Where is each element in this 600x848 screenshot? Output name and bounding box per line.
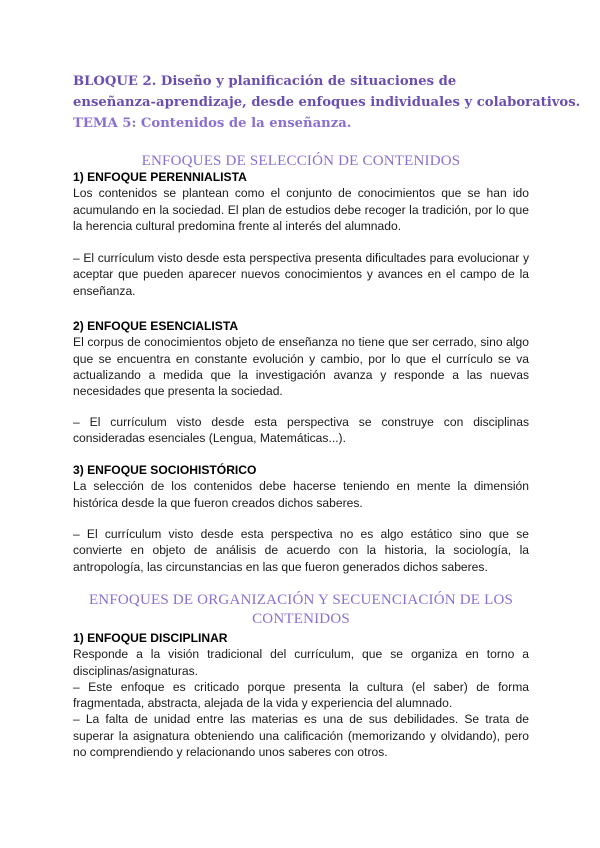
enfoque-disciplinar — [73, 630, 529, 760]
item-paragraph: Los contenidos se plantean como el conjunto de conocimientos que se han ido acumulando en la sociedad. El plan de estudios debe recoger la tradición, por lo que la herencia cultural predomina frente al interés del alumnado. — [73, 186, 529, 233]
document-header — [73, 71, 581, 134]
item-paragraph: La selección de los contenidos debe hacerse teniendo en mente la dimensión histórica desde la que fueron creados dichos saberes. — [73, 479, 529, 510]
tema-title: TEMA 5: Contenidos de la enseñanza. — [73, 116, 352, 131]
enfoque-sociohistorico-critica — [73, 526, 529, 575]
section-title-organizacion: ENFOQUES DE ORGANIZACIÓN Y SECUENCIACIÓN DE LOS CONTENIDOS — [88, 592, 514, 627]
enfoque-esencialista-critica — [73, 414, 529, 447]
item-paragraph: El corpus de conocimientos objeto de enseñanza no tiene que ser cerrado, sino algo que se encuentra en constante evolución y cambio, por lo que el currículo se va actualizando a medida que la investigación avanza y responde a las nuevas necesidades que presenta la sociedad. — [73, 335, 529, 399]
item-heading: 1) ENFOQUE DISCIPLINAR — [73, 631, 228, 645]
section-title-seleccion: ENFOQUES DE SELECCIÓN DE CONTENIDOS — [141, 153, 461, 169]
item-paragraph: Responde a la visión tradicional del currículum, que se organiza en torno a disciplinas/asignaturas. — [73, 647, 529, 678]
item-paragraph: – El currículum visto desde esta perspectiva no es algo estático sino que se convierte en objeto de análisis de acuerdo con la historia, la sociología, la antropología, las circunstancias en las que fueron generados dichos saberes. — [73, 527, 529, 574]
item-paragraph: – La falta de unidad entre las materias es una de sus debilidades. Se trata de superar la asignatura obteniendo una calificación (memorizando y olvidando), pero no comprendiendo y relacionando unos saberes con otros. — [73, 712, 529, 760]
enfoque-esencialista — [73, 318, 529, 399]
item-paragraph: – El currículum visto desde esta perspectiva presenta dificultades para evolucionar y aceptar que pueden aparecer nuevos conocimientos y avances en el campo de la enseñanza. — [73, 251, 529, 298]
item-paragraph: – El currículum visto desde esta perspectiva se construye con disciplinas consideradas esenciales (Lengua, Matemáticas...). — [73, 415, 529, 446]
enfoque-perennialista — [73, 169, 529, 234]
bloque-title-line-1: BLOQUE 2. Diseño y planificación de situaciones de — [73, 74, 457, 89]
item-heading: 1) ENFOQUE PERENNIALISTA — [73, 170, 247, 184]
bloque-title-line-2: enseñanza-aprendizaje, desde enfoques individuales y colaborativos. — [73, 95, 581, 110]
enfoque-sociohistorico — [73, 462, 529, 511]
enfoque-perennialista-critica — [73, 250, 529, 299]
item-heading: 3) ENFOQUE SOCIOHISTÓRICO — [73, 463, 257, 477]
item-paragraph: – Este enfoque es criticado porque presenta la cultura (el saber) de forma fragmentada, abstracta, alejada de la vida y experiencia del alumnado. — [73, 679, 529, 711]
item-heading: 2) ENFOQUE ESENCIALISTA — [73, 319, 239, 333]
